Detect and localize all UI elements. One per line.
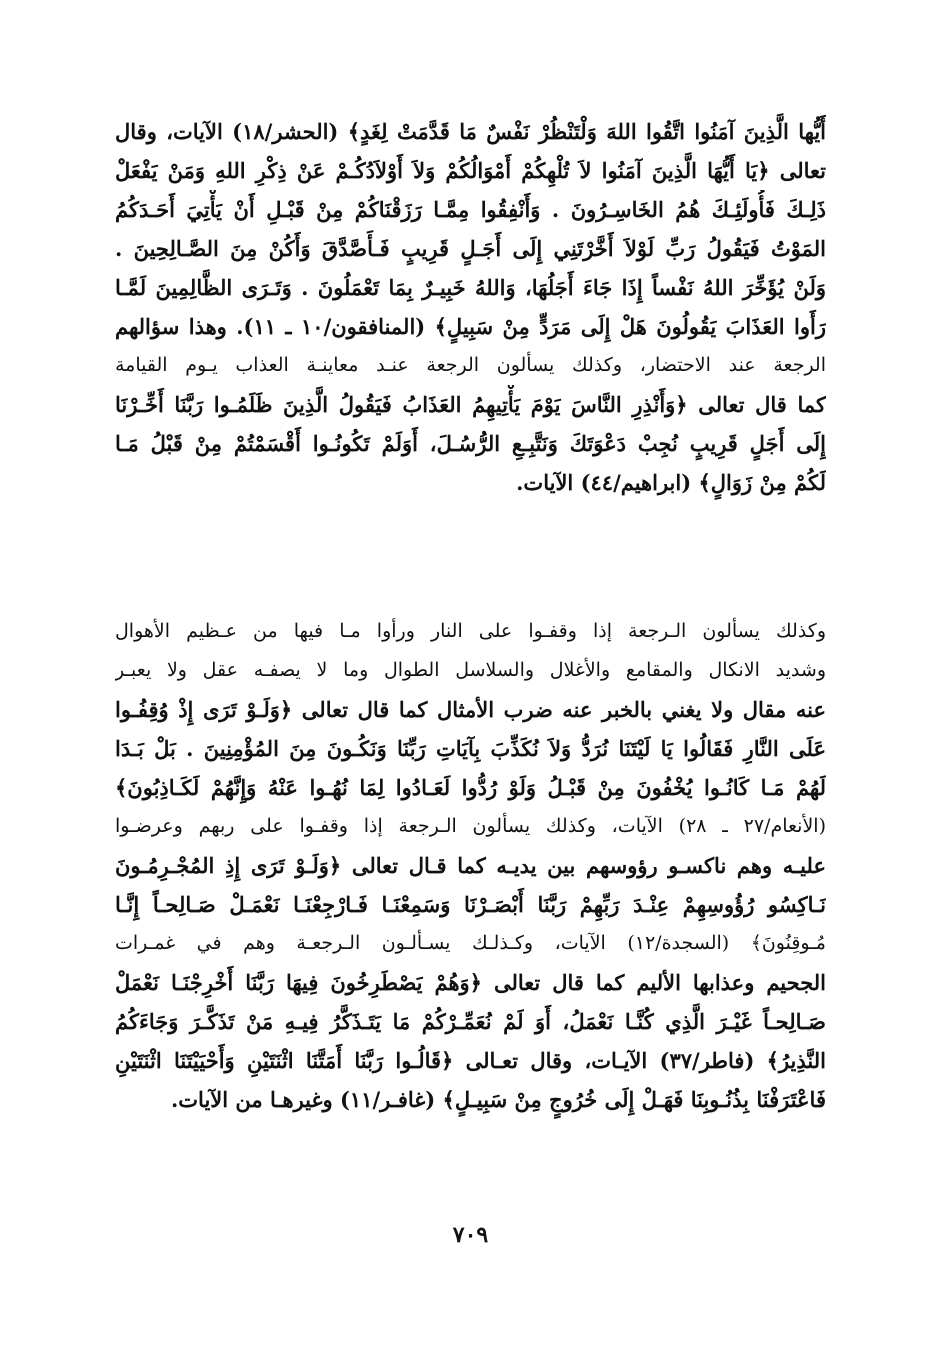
text-line: نَـاكِسُو رُؤُوسِهِمْ عِنْـدَ رَبِّهِمْ رَبَّنَا أَبْصَـرْنَا وَسَمِعْنَـا فَـارْجِعْنَـا نَعْمَـلْ صَـالِحـاً إِنَّـا (115, 892, 826, 917)
paragraph-1 (115, 112, 826, 502)
text-line: وشديد الانكال والمقامع والأغلال والسلاسل الطوال وما لا يصفـه عقل ولا يعبـر (115, 659, 826, 681)
paragraph-2 (115, 612, 826, 1119)
text-line: عنه مقال ولا يغني بالخبر عنه ضرب الأمثال كما قال تعالى ﴿وَلَـوْ تَرَى إِذْ وُقِفُـوا (115, 697, 826, 722)
text-line: رَأَوا العَذَابَ يَقُولُونَ هَلْ إِلَى مَرَدٍّ مِنْ سَبِيلٍ﴾ (المنافقون/١٠ ـ ١١). وهذا سؤالهم (115, 314, 826, 339)
text-line: وَلَنْ يُؤَخِّرَ اللهُ نَفْساً إِذَا جَاءَ أَجَلُهَا، وَاللهُ خَبِيـرٌ بِمَا تَعْمَلُونَ . وَتَـرَى الظَّالِمِينَ لَمَّـا (115, 275, 826, 300)
text-line: فَاعْتَرَفْنَا بِذُنُـوبِنَا فَهَـلْ إِلَى خُرُوجٍ مِنْ سَبِيـلٍ﴾ (غافـر/١١) وغيرهـا من الآيات. (170, 1087, 826, 1112)
text-line: أَيُّها الَّذِينَ آمَنُوا اتَّقُوا اللهَ وَلْتَنْظُرْ نَفْسٌ مَا قَدَّمَتْ لِغَدٍ﴾ (الحشر/١٨) الآيات، وقال (115, 119, 826, 144)
text-line: النَّذِيرُ﴾ (فاطر/٣٧) الآيـات، وقال تعـالى ﴿قَالُـوا رَبَّنَا أَمَتَّنَا اثْنَتَيْنِ وَأَحْيَيْتَنَا اثْنَتَيْنِ (115, 1048, 826, 1073)
text-line: ذَلِـكَ فَأُولَئِـكَ هُمُ الخَاسِـرُونَ . وَأَنْفِقُوا مِمَّـا رَزَقْنَاكُمْ مِنْ قَبْـلِ أَنْ يَأْتِيَ أَحَـدَكُمُ (115, 197, 826, 222)
text-line: عَلَى النَّارِ فَقَالُوا يَا لَيْتَنَا نُرَدُّ وَلاَ نُكَذِّبَ بِآيَاتِ رَبِّنَا وَنَكُـونَ مِنَ المُؤْمِنِينَ . بَلْ بَـدَا (115, 736, 826, 761)
text-line: لَهُمْ مَـا كَانُـوا يُخْفُونَ مِنْ قَبْـلُ وَلَوْ رُدُّوا لَعَـادُوا لِمَا نُهُـوا عَنْهُ وَإِنَّهُمْ لَكَـاذِبُونَ﴾ (115, 775, 826, 800)
text-line: لَكُمْ مِنْ زَوَالٍ﴾ (ابراهيم/٤٤) الآيات. (516, 470, 826, 495)
text-line: كما قال تعالى ﴿وَأَنْذِرِ النَّاسَ يَوْمَ يَأْتِيهِمُ العَذَابُ فَيَقُولُ الَّذِينَ ظَلَمُـوا رَبَّنَا أَخِّـرْنَا (115, 392, 826, 417)
text-line: المَوْتُ فَيَقُولُ رَبِّ لَوْلاَ أَخَّرْتَنِي إِلَى أَجَـلٍ قَرِيبٍ فَـأَصَّدَّقَ وَأَكُنْ مِنَ الصَّـالِحِينَ . (115, 236, 826, 261)
text-line: صَـالِحـاً غَيْـرَ الَّذِي كُنَّـا نَعْمَلُ، أَوَ لَمْ نُعَمِّـرْكُمْ مَا يَتَـذَكَّرُ فِيـهِ مَنْ تَذَكَّـرَ وَجَاءَكُمُ (115, 1009, 826, 1034)
text-line: الرجعة عند الاحتضار، وكذلك يسألون الرجعة عنـد معاينـة العذاب يـوم القيامة (115, 354, 826, 376)
text-line: وكذلك يسألون الـرجعة إذا وقفـوا على النار ورأوا مـا فيها من عـظيم الأهوال (115, 620, 826, 642)
text-line: عليـه وهم ناكسـو رؤوسهم بين يديـه كما قـال تعالى ﴿وَلَـوْ تَرَى إِذِ المُجْـرِمُـونَ (115, 853, 826, 878)
page-number: ٧٠٩ (452, 1222, 489, 1248)
text-line: مُـوقِنُونَ﴾ (السجدة/١٢) الآيات، وكـذلـك يسـألـون الـرجعـة وهم في غمـرات (115, 932, 826, 954)
text-line: إِلَى أَجَلٍ قَرِيبٍ نُجِبْ دَعْوَتَكَ وَنَتَّبِـعِ الرُّسُـلَ، أَوَلَمْ تَكُونُـوا أَقْسَمْتُمْ مِنْ قَبْلُ مَـا (115, 431, 826, 456)
text-line: الجحيم وعذابها الأليم كما قال تعالى ﴿وَهُمْ يَصْطَرِخُونَ فِيهَا رَبَّنَا أَخْرِجْنَـا نَعْمَلْ (115, 970, 826, 995)
text-line: تعالى ﴿يَا أَيُّهَا الَّذِينَ آمَنُوا لاَ تُلْهِكُمْ أَمْوَالُكُمْ وَلاَ أَوْلاَدُكُـمْ عَنْ ذِكْرِ اللهِ وَمَنْ يَفْعَلْ (115, 158, 826, 183)
text-line: (الأنعام/٢٧ ـ ٢٨) الآيات، وكذلك يسألون الـرجعة إذا وقفـوا على ربهم وعرضـوا (115, 815, 826, 837)
